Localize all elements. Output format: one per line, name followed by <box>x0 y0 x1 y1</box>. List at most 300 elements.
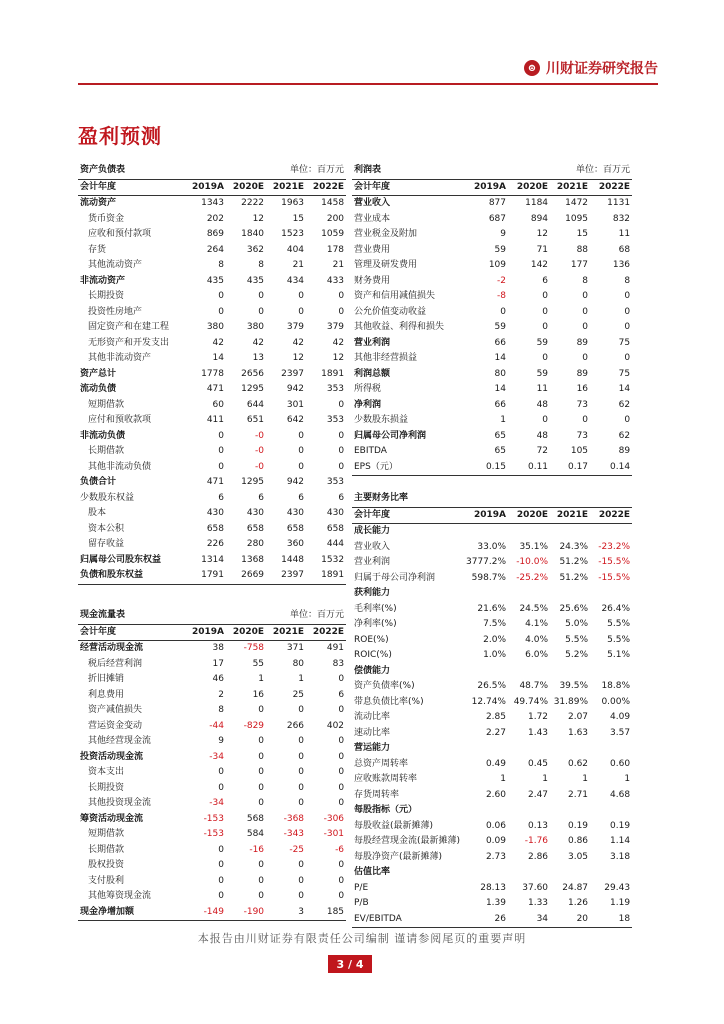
cell-value: 0 <box>258 306 265 317</box>
cell-value: 1343 <box>201 198 224 208</box>
row-label: 归属母公司股东权益 <box>80 554 162 565</box>
cell-value: 471 <box>206 384 224 394</box>
row-label: 每股净资产(最新摊薄) <box>354 851 443 862</box>
cell-value: 435 <box>246 275 265 286</box>
cell-value: 0 <box>298 798 305 808</box>
cell-value: -153 <box>203 813 224 824</box>
table-row <box>352 772 632 788</box>
cell-value: 0.11 <box>508 460 550 476</box>
cell-value: 301 <box>286 399 305 410</box>
table-title-row <box>352 491 632 507</box>
cell-value: 0 <box>624 291 631 301</box>
cell-value: 435 <box>206 275 224 286</box>
cell-value <box>464 664 508 680</box>
cell-value: 12.74% <box>471 696 506 707</box>
cell-value: 15 <box>292 213 305 224</box>
cell-value: -1.76 <box>524 836 549 846</box>
cell-value: 6 <box>542 275 549 286</box>
cell-value <box>464 586 508 602</box>
row-label: ROIC(%) <box>354 650 392 660</box>
cell-value: 1778 <box>201 368 224 379</box>
cell-value: 0 <box>298 891 305 901</box>
cell-value: 0.49 <box>485 758 506 769</box>
cell-value: 51.2% <box>559 572 589 583</box>
cell-value <box>590 524 632 540</box>
column-header: 2022E <box>590 179 632 196</box>
table-row <box>352 912 632 928</box>
cell-value: 2.0% <box>483 634 506 645</box>
column-header: 2020E <box>508 179 550 196</box>
cell-value: 0 <box>624 415 631 425</box>
cell-value: 651 <box>246 415 265 425</box>
cell-value: 0.86 <box>567 836 589 846</box>
table-title-row <box>78 163 346 179</box>
cell-value: -0 <box>255 461 265 472</box>
cell-value: 0 <box>542 322 549 332</box>
brand <box>524 58 658 78</box>
cash-flow-table <box>78 608 346 921</box>
cell-value: 3 <box>266 905 306 921</box>
table-row <box>78 858 346 874</box>
column-header: 2020E <box>508 507 550 524</box>
cell-value: 433 <box>326 275 345 286</box>
cell-value: 658 <box>326 523 345 534</box>
cell-value: 0 <box>258 891 265 901</box>
balance-sheet-table <box>78 163 346 585</box>
cell-value: 0 <box>338 430 345 441</box>
cell-value: 73 <box>576 430 589 441</box>
row-label: 应付和预收款项 <box>88 415 152 425</box>
cell-value: 280 <box>246 539 265 549</box>
cell-value: 2.60 <box>485 789 506 800</box>
cell-value: 644 <box>246 399 265 410</box>
table-title: 现金流量表 <box>78 608 266 624</box>
cell-value: 687 <box>488 213 506 224</box>
row-label: 营业收入 <box>354 198 391 208</box>
table-row <box>78 491 346 507</box>
cell-value: 49.74% <box>513 696 549 707</box>
row-label: 营业利润 <box>354 557 391 567</box>
table-row <box>352 865 632 881</box>
row-label: 营业利润 <box>354 337 391 348</box>
table-header-row <box>78 179 346 196</box>
row-label: 营业成本 <box>354 213 391 224</box>
row-label: EPS（元） <box>352 460 464 476</box>
cell-value <box>508 803 550 819</box>
cell-value: 1.33 <box>527 898 549 908</box>
table-row <box>352 258 632 274</box>
row-label: 股本 <box>88 508 107 518</box>
cell-value: 1131 <box>607 198 631 208</box>
cell-value: 59 <box>536 337 549 348</box>
cell-value: 430 <box>286 508 305 518</box>
table-row <box>78 827 346 843</box>
cell-value: 177 <box>570 260 589 270</box>
cell-value: 75 <box>618 337 631 348</box>
cell-value: 1184 <box>525 198 549 208</box>
cell-value: 2 <box>218 689 224 700</box>
cell-value <box>464 741 508 757</box>
cell-value: 2397 <box>266 568 306 584</box>
table-header-row <box>78 624 346 641</box>
column-header: 会计年度 <box>352 507 464 524</box>
cell-value: -368 <box>283 813 305 824</box>
table-row <box>78 672 346 688</box>
cell-value: 2.71 <box>567 789 589 800</box>
cell-value: 658 <box>286 523 305 534</box>
cell-value: 1532 <box>321 554 345 565</box>
cell-value: 42 <box>212 337 224 348</box>
column-header: 2022E <box>590 507 632 524</box>
cell-value: 80 <box>292 658 305 669</box>
cell-value: 51.2% <box>559 557 589 567</box>
row-label: 获利能力 <box>354 588 391 598</box>
cell-value: 26.4% <box>601 603 631 614</box>
cell-value: 6 <box>218 492 224 503</box>
column-header: 2019A <box>186 624 226 641</box>
table-row <box>78 258 346 274</box>
row-label: 营业税金及附加 <box>354 229 418 239</box>
cell-value: 48.7% <box>519 681 549 691</box>
cell-value: 0.19 <box>610 820 631 831</box>
table-row <box>352 881 632 897</box>
cell-value: 1095 <box>565 213 589 224</box>
row-label: 营运能力 <box>354 743 391 753</box>
cell-value: 48 <box>536 399 549 410</box>
cell-value: 0 <box>338 736 345 746</box>
cell-value <box>590 803 632 819</box>
row-label: 公允价值变动收益 <box>354 306 427 317</box>
cell-value: 0 <box>258 782 265 793</box>
column-header: 2022E <box>306 624 346 641</box>
cell-value: 2.73 <box>485 851 506 862</box>
row-label: 支付股利 <box>88 875 125 886</box>
cell-value <box>464 865 508 881</box>
cell-value: 0 <box>338 767 345 777</box>
table-row <box>78 889 346 905</box>
cell-value: 226 <box>206 539 224 549</box>
cell-value: 0 <box>298 860 305 870</box>
cell-value: 877 <box>488 198 506 208</box>
table-row <box>352 540 632 556</box>
cell-value: 136 <box>612 260 631 270</box>
table-row <box>352 586 632 602</box>
table-header-row <box>352 179 632 196</box>
column-header: 会计年度 <box>352 179 464 196</box>
cell-value: 1840 <box>241 229 265 239</box>
cell-value: 1.0% <box>483 650 506 660</box>
cell-value: 2.07 <box>567 712 589 722</box>
cell-value: 0 <box>338 782 345 793</box>
cell-value: 1523 <box>281 229 305 239</box>
table-row <box>78 537 346 553</box>
cell-value: 0 <box>218 767 224 777</box>
column-header: 2019A <box>186 179 226 196</box>
cell-value: 411 <box>206 415 224 425</box>
table-row <box>352 196 632 212</box>
cell-value: 17 <box>212 658 224 669</box>
cell-value: 4.1% <box>525 619 549 629</box>
row-label: 筹资活动现金流 <box>80 813 144 824</box>
row-label: 资本支出 <box>88 767 125 777</box>
cell-value <box>550 741 590 757</box>
column-header: 2021E <box>550 179 590 196</box>
cell-value: 1963 <box>281 198 305 208</box>
row-label: 长期投资 <box>88 782 125 793</box>
cell-value: 0.45 <box>527 758 549 769</box>
row-label: 净利率(%) <box>354 619 397 629</box>
cell-value: 0 <box>338 674 345 684</box>
table-row <box>78 212 346 228</box>
table-row <box>78 734 346 750</box>
cell-value: 1314 <box>201 554 224 565</box>
cell-value: 0 <box>218 461 224 472</box>
cell-value: 12 <box>252 213 265 224</box>
cell-value: 34 <box>508 912 550 928</box>
cell-value: -343 <box>283 829 305 839</box>
cell-value: 37.60 <box>522 882 549 893</box>
cell-value: 5.1% <box>607 650 631 660</box>
cell-value: -16 <box>249 844 265 855</box>
row-label: 营运资金变动 <box>88 720 143 731</box>
cell-value: 29.43 <box>604 882 631 893</box>
table-row <box>78 703 346 719</box>
row-label: 流动资产 <box>80 198 117 208</box>
column-header: 2021E <box>266 179 306 196</box>
cell-value: 60 <box>212 399 224 410</box>
cell-value: 658 <box>206 523 224 534</box>
cell-value: 6 <box>338 689 345 700</box>
cell-value: 15 <box>576 229 589 239</box>
table-row <box>78 522 346 538</box>
cell-value: 24.87 <box>562 882 589 893</box>
cell-value: -190 <box>226 905 266 921</box>
cell-value: 0 <box>338 461 345 472</box>
table-row <box>352 320 632 336</box>
row-label: 其他非流动资产 <box>88 353 152 363</box>
cell-value: -0 <box>255 430 265 441</box>
cell-value: 434 <box>286 275 305 286</box>
cell-value: 2669 <box>226 568 266 584</box>
cell-value: 1368 <box>241 554 265 565</box>
company-logo-icon: ⊜ <box>524 60 540 76</box>
row-label: 长期借款 <box>88 844 125 855</box>
cell-value: 24.3% <box>559 541 589 552</box>
table-row <box>78 367 346 383</box>
row-label: 归属母公司净利润 <box>354 430 427 441</box>
cell-value: 9 <box>500 229 506 239</box>
cell-value: 0 <box>338 705 345 715</box>
cell-value: 0 <box>258 705 265 715</box>
table-row <box>352 834 632 850</box>
cell-value: 0 <box>338 306 345 317</box>
cell-value: 25 <box>292 689 305 700</box>
cell-value: 362 <box>246 244 265 255</box>
cell-value: 1.39 <box>485 898 506 908</box>
table-row <box>78 289 346 305</box>
cell-value: -153 <box>203 829 224 839</box>
table-row <box>78 196 346 212</box>
cell-value: 62 <box>618 399 631 410</box>
cell-value: 0 <box>298 446 305 456</box>
cell-value: 185 <box>306 905 346 921</box>
cell-value: 8 <box>258 260 265 270</box>
table-row <box>78 382 346 398</box>
table-row <box>352 398 632 414</box>
cell-value: 0 <box>298 430 305 441</box>
row-label: EV/EBITDA <box>352 912 464 928</box>
cell-value: -34 <box>209 798 224 808</box>
row-label: 投资性房地产 <box>88 306 143 317</box>
cell-value: 0 <box>298 782 305 793</box>
cell-value: 0.15 <box>464 460 508 476</box>
cell-value: 8 <box>582 275 589 286</box>
cell-value <box>508 586 550 602</box>
cell-value: 0 <box>338 798 345 808</box>
cell-value: 26.5% <box>477 681 506 691</box>
table-row <box>78 568 346 584</box>
cell-value: 0 <box>298 767 305 777</box>
row-label: 经营活动现金流 <box>80 643 144 653</box>
table-row <box>78 243 346 259</box>
cell-value <box>590 664 632 680</box>
cell-value: 12 <box>332 353 345 363</box>
page-title: 盈利预测 <box>78 124 162 148</box>
row-label: 长期投资 <box>88 291 125 301</box>
row-label: 其他非流动负债 <box>88 461 152 472</box>
cell-value: 6 <box>258 492 265 503</box>
cell-value: 371 <box>286 643 305 653</box>
row-label: 其他筹资现金流 <box>88 891 152 901</box>
cell-value: 6 <box>338 492 345 503</box>
row-label: 归属于母公司净利润 <box>354 572 436 583</box>
row-label: 所得税 <box>354 384 382 394</box>
cell-value: 1.19 <box>610 898 631 908</box>
row-label: 现金净增加额 <box>78 905 186 921</box>
cell-value: 0 <box>218 291 224 301</box>
cell-value: 16 <box>576 384 589 394</box>
cell-value: 1 <box>624 774 631 784</box>
row-label: 利润总额 <box>354 368 391 379</box>
cell-value: 8 <box>218 260 224 270</box>
table-row <box>352 429 632 445</box>
cell-value: 0 <box>218 875 224 886</box>
cell-value: 68 <box>618 244 631 255</box>
table-row <box>78 905 346 921</box>
cell-value: 48 <box>536 430 549 441</box>
row-label: 其他投资现金流 <box>88 798 152 808</box>
cell-value: 12 <box>292 353 305 363</box>
cell-value: 5.5% <box>565 634 589 645</box>
cell-value: 942 <box>286 477 305 487</box>
table-row <box>352 555 632 571</box>
cell-value: 21 <box>332 260 345 270</box>
cell-value: 59 <box>536 368 549 379</box>
row-label: 负债合计 <box>80 477 117 487</box>
row-label: P/E <box>354 882 369 893</box>
row-label: 资产负债率(%) <box>354 681 415 691</box>
cell-value: 430 <box>246 508 265 518</box>
row-label: 长期借款 <box>88 446 125 456</box>
cell-value: 0.13 <box>527 820 549 831</box>
row-label: 少数股东损益 <box>354 415 409 425</box>
cell-value: 39.5% <box>559 681 589 691</box>
table-row <box>78 320 346 336</box>
cell-value: 0.14 <box>590 460 632 476</box>
table-row <box>352 803 632 819</box>
cell-value: -44 <box>209 720 224 731</box>
row-label: 其他非经营损益 <box>354 353 418 363</box>
cell-value: 1.63 <box>567 727 589 738</box>
cell-value: 72 <box>536 446 549 456</box>
cell-value: 5.2% <box>565 650 589 660</box>
cell-value: 5.5% <box>607 619 631 629</box>
cell-value: 379 <box>286 322 305 332</box>
cell-value: 0 <box>338 291 345 301</box>
table-row <box>352 243 632 259</box>
cell-value: -306 <box>323 813 345 824</box>
cell-value: 1891 <box>321 368 345 379</box>
cell-value: 75 <box>618 368 631 379</box>
cell-value: 0 <box>218 860 224 870</box>
row-label: 速动比率 <box>354 727 391 738</box>
cell-value: 1 <box>542 774 549 784</box>
cell-value: 25.6% <box>559 603 589 614</box>
cell-value: 353 <box>326 384 345 394</box>
cell-value <box>550 664 590 680</box>
cell-value: 0 <box>542 306 549 317</box>
income-and-ratios-table <box>352 163 632 928</box>
cell-value: 0 <box>298 875 305 886</box>
table-header-row <box>352 507 632 524</box>
cell-value: 1 <box>582 774 589 784</box>
cell-value: 1295 <box>241 384 265 394</box>
cell-value: 7.5% <box>483 619 506 629</box>
cell-value: 105 <box>570 446 589 456</box>
cell-value: 142 <box>530 260 549 270</box>
row-label: 固定资产和在建工程 <box>88 322 170 332</box>
table-row <box>78 750 346 766</box>
cell-value: 869 <box>206 229 224 239</box>
cell-value: 42 <box>332 337 345 348</box>
cell-value: 894 <box>530 213 549 224</box>
row-label: 短期借款 <box>88 829 125 839</box>
row-label: 财务费用 <box>354 275 391 286</box>
cell-value: 89 <box>576 337 589 348</box>
table-row <box>352 741 632 757</box>
cell-value: 14 <box>494 384 506 394</box>
table-row <box>352 757 632 773</box>
table-row <box>352 571 632 587</box>
cell-value: 18.8% <box>601 681 631 691</box>
cell-value: 14 <box>212 353 224 363</box>
table-row <box>78 765 346 781</box>
cell-value: 66 <box>494 337 506 348</box>
cell-value: 0 <box>338 446 345 456</box>
cell-value <box>464 803 508 819</box>
table-row <box>352 367 632 383</box>
row-label: 管理及研发费用 <box>354 260 418 270</box>
row-label: 非流动负债 <box>80 430 126 441</box>
cell-value: 353 <box>326 477 345 487</box>
cell-value: 1 <box>500 774 506 784</box>
cell-value: 16 <box>252 689 265 700</box>
cell-value: 0 <box>582 415 589 425</box>
table-row <box>352 695 632 711</box>
header-divider <box>78 83 658 85</box>
cell-value: 1059 <box>321 229 345 239</box>
cell-value: 1458 <box>321 198 345 208</box>
